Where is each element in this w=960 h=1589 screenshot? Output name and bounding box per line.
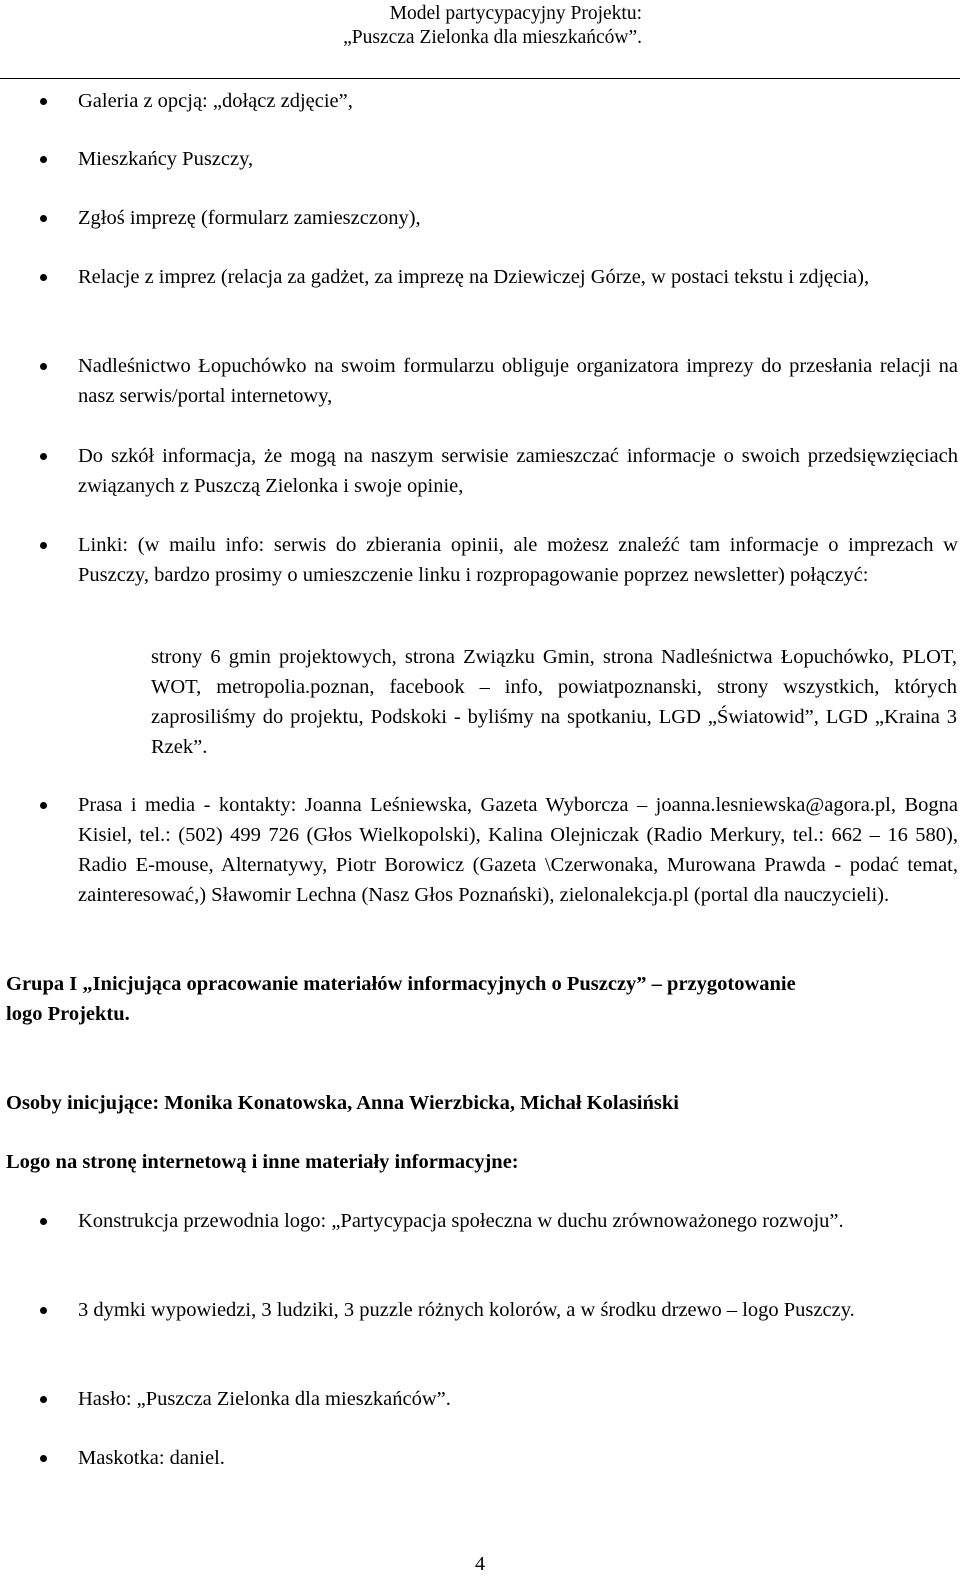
links-paragraph: strony 6 gmin projektowych, strona Związku Gmin, strona Nadleśnictwa Łopuchówko, PLOT, WOT, metropolia.poznan, facebook – info, powiatpoznanski, strony wszystkich, których zaprosiliśmy do projektu, Podskoki - byliśmy na spotkaniu, LGD „Światowid”, LGD „Kraina 3 Rzek”.: [151, 646, 957, 758]
header-rule: [0, 78, 960, 79]
list-item: Prasa i media - kontakty: Joanna Leśniewska, Gazeta Wyborcza – joanna.lesniewska@agora.pl, Bogna Kisiel, tel.: (502) 499 726 (Głos Wielkopolski), Kalina Olejniczak (Radio Merkury, tel.: 662 – 16 580), Radio E-mouse, Alternatywy, Piotr Borowicz (Gazeta \Czerwonaka, Murowana Prawda - podać temat, zainteresować,) Sławomir Lechna (Nasz Głos Poznański), zielonalekcja.pl (portal dla nauczycieli).: [0, 790, 960, 910]
list-item: Nadleśnictwo Łopuchówko na swoim formularzu obliguje organizatora imprezy do przesłania relacji na nasz serwis/portal internetowy,: [0, 351, 960, 411]
list-item: Konstrukcja przewodnia logo: „Partycypacja społeczna w duchu zrównoważonego rozwoju”.: [0, 1206, 960, 1236]
list-item: Mieszkańcy Puszczy,: [0, 144, 960, 174]
list-item: Hasło: „Puszcza Zielonka dla mieszkańców”.: [0, 1384, 960, 1414]
page-number: 4: [475, 1553, 485, 1575]
list-item: Do szkół informacja, że mogą na naszym serwisie zamieszczać informacje o swoich przedsięwzięciach związanych z Puszczą Zielonka i swoje opinie,: [0, 441, 960, 501]
list-item: Zgłoś imprezę (formularz zamieszczony),: [0, 203, 960, 233]
header-title-line1: Model partycypacyjny Projektu:: [389, 3, 642, 24]
list-item: Galeria z opcją: „dołącz zdjęcie”,: [0, 86, 960, 116]
initiators-heading: Osoby inicjujące: Monika Konatowska, Anna Wierzbicka, Michał Kolasiński: [6, 1092, 679, 1114]
list-item: 3 dymki wypowiedzi, 3 ludziki, 3 puzzle różnych kolorów, a w środku drzewo – logo Puszczy.: [0, 1295, 960, 1325]
group-heading: Grupa I „Inicjująca opracowanie materiałów informacyjnych o Puszczy” – przygotowanie logo Projektu.: [6, 973, 796, 1025]
list-item: Maskotka: daniel.: [0, 1443, 960, 1473]
list-item: Linki: (w mailu info: serwis do zbierania opinii, ale możesz znaleźć tam informacje o imprezach w Puszczy, bardzo prosimy o umieszczenie linku i rozpropagowanie poprzez newsletter) połączyć:: [0, 530, 960, 590]
page-header: [343, 2, 642, 50]
list-item: Relacje z imprez (relacja za gadżet, za imprezę na Dziewiczej Górze, w postaci tekstu i zdjęcia),: [0, 262, 960, 292]
header-title-line2: „Puszcza Zielonka dla mieszkańców”.: [343, 27, 642, 48]
logo-heading: Logo na stronę internetową i inne materiały informacyjne:: [6, 1151, 519, 1173]
